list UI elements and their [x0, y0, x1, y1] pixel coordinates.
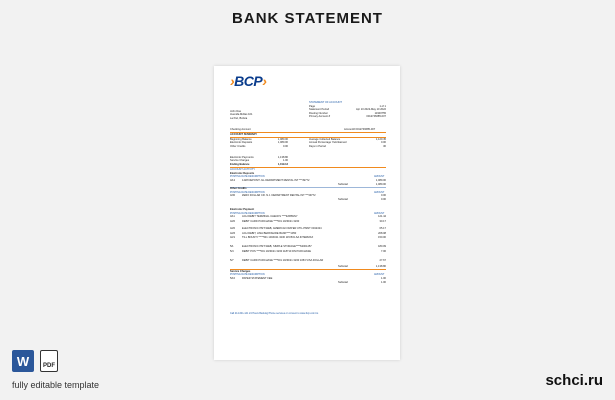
pdf-icon: PDF	[40, 350, 58, 372]
table-row: 5/1 ELECTRONIC PMT-WEB, SIMPLE STORAGE****S3001457 180.09	[230, 245, 386, 248]
activity-title: ACCOUNT ACTIVITY	[230, 168, 256, 171]
table-row: 4/21 TILL BOUNTY ****501 10/30/21 3230 115 BOLSA INTERMAX 150.00	[230, 236, 386, 239]
deposit-subtotal: Subtotal: 1,089.00	[338, 182, 386, 186]
table-row: 4/11 ACH DEBIT TERMINAL CHECKS ****3268WNY 121.44	[230, 215, 386, 218]
table-row: 4/26 ACH DEBIT, LIMA BERKSHIRE BANK****1050 208.08	[230, 231, 386, 235]
service-subtotal: Subtotal: 1.00	[338, 281, 386, 284]
credits-title: Other Credits	[230, 187, 247, 190]
statement-header-label: STATEMENT OF ACCOUNT	[309, 101, 342, 104]
statement-page	[214, 66, 400, 360]
table-row: 4/20 DEBIT CARD PURCHASE ****501 10/30/21 3230 30.17	[230, 219, 386, 223]
page-title: BANK STATEMENT	[232, 10, 383, 27]
col-date-desc-4: POSTING DATE DESCRIPTION	[230, 273, 265, 276]
col-amount-4: AMOUNT	[374, 273, 385, 276]
summary-right: Average Collected Balance 1,120.45 Annual Percentage Yield Earned 0.00 Days in Period 30	[309, 138, 386, 148]
col-amount-3: AMOUNT	[374, 211, 385, 215]
payment-subtotal: Subtotal: 1,138.80	[338, 265, 386, 268]
bank-logo: ›BCP›	[230, 73, 267, 89]
footer-note: Call 214-641-141 24 Hours Banking Phone services or connect to www.bcp.com.bo	[230, 312, 319, 315]
credit-row: 4/30 ZERO DOLLAR CR. N.J. DEPARTMENT RENTAL INT ***39772 0.00	[230, 194, 386, 197]
col-amount: AMOUNT	[374, 175, 385, 178]
customer-address: John Doe Avenida Mcllas 101 La Paz, Bolivia	[230, 110, 253, 120]
credit-subtotal: Subtotal: 0.00	[338, 198, 386, 201]
account-type: Checking Account	[230, 128, 251, 131]
brand-watermark: schci.ru	[545, 372, 603, 389]
deposits-title: Electronic Deposits	[230, 171, 255, 175]
account-number: Account# 0012746685-007	[344, 128, 376, 131]
summary-left-2: Electronic Payments 1,138.80 Service Charges 1.00 Ending Balance 1,019.13	[230, 156, 288, 166]
col-amount-2: AMOUNT	[374, 190, 385, 194]
col-date-desc-3: POSTING DATE DESCRIPTION	[230, 211, 265, 215]
payments-title: Electronic Payment	[230, 208, 255, 211]
table-row: 4/20 ELECTRONIC PMT-WEB, AMERICAN WATER UTIL.PMNT 0042434 65.17	[230, 227, 386, 230]
format-icons	[12, 350, 58, 372]
table-row: 5/4 DEBIT POS ****501 10/30/21 3230 118710 DN PURCHASE 7.06	[230, 249, 386, 253]
col-date-desc: POSTING DATE DESCRIPTION	[230, 175, 265, 178]
template-caption: fully editable template	[12, 380, 100, 390]
col-date-desc-2: POSTING DATE DESCRIPTION	[230, 190, 265, 194]
summary-left: Beginning Balance 1,080.00 Electronic Deposits 1,089.00 Other Credits 0.00	[230, 138, 288, 148]
service-row: 5/10 PAPER STATEMENT FEE 1.00	[230, 276, 386, 280]
table-row: 5/7 DEBIT CARD PURCHASE ****501 10/30/21 3230 1053 VISA DOLLAR 27.67	[230, 259, 386, 262]
summary-title: ACCOUNT SUMMARY	[230, 133, 257, 136]
deposit-row: 4/12 1428 DEPOSIT JLL DEPARTMENT RENTAL INT ***39772 1,089.00	[230, 178, 386, 182]
word-icon: W	[12, 350, 34, 372]
service-title: Service Charges	[230, 269, 251, 273]
statement-header-rows: Page 1 of 1 Statement Period Apr 10 2022-May 10 2022 Routing Number 11900755 Primary Account # 0012746685-007	[309, 105, 386, 119]
